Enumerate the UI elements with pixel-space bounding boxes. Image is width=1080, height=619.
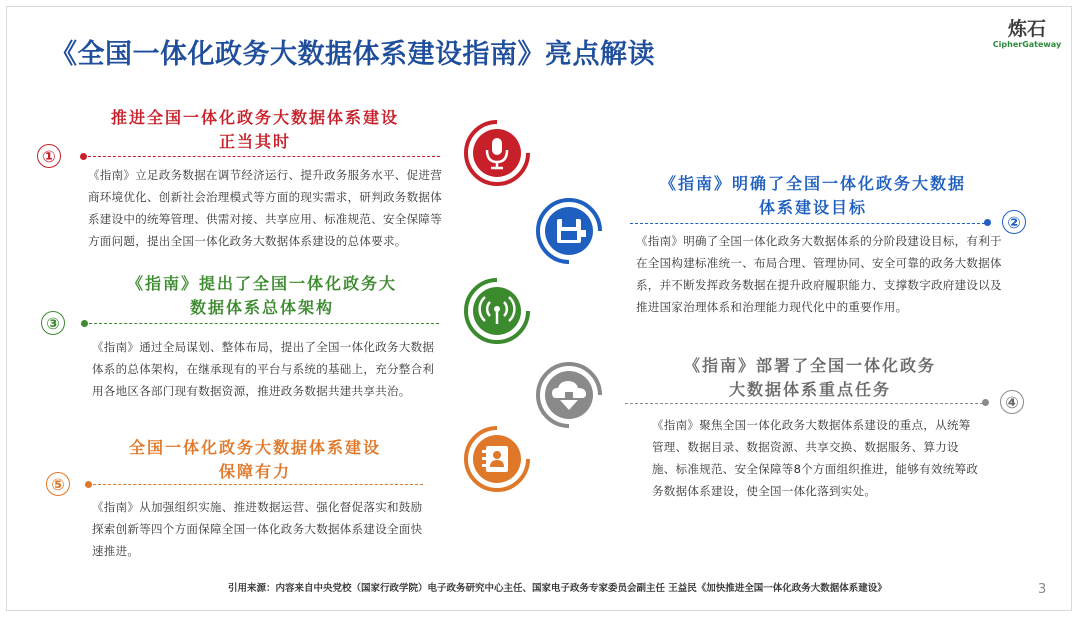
section-1-title-line1: 推进全国一体化政务大数据体系建设 [110, 108, 399, 127]
section-5-dot [85, 481, 92, 488]
section-2-title-line1: 《指南》明确了全国一体化政务大数据 [659, 174, 966, 193]
section-1-body: 《指南》立足政务数据在调节经济运行、提升政务服务水平、促进营商环境优化、创新社会治理模式等方面的现实需求，研判政务数据体系建设中的统筹管理、供需对接、共享应用、标准规范、安全保障等方面问题，提出全国一体化政务大数据体系建设的总体要求。 [88, 168, 442, 248]
section-3-dot [81, 320, 88, 327]
section-4-title-line1: 《指南》部署了全国一体化政务 [683, 356, 936, 375]
wifi-signal-icon [462, 276, 532, 346]
section-2-dot [984, 219, 991, 226]
section-3-number: ③ [41, 311, 65, 335]
section-2-divider [630, 223, 985, 224]
citation-source: 引用来源：内容来自中央党校（国家行政学院）电子政务研究中心主任、国家电子政务专家委员会副主任 王益民《加快推进全国一体化政务大数据体系建设》 [228, 583, 887, 594]
contact-book-icon [462, 424, 532, 494]
section-3-body: 《指南》通过全局谋划、整体布局，提出了全国一体化政务大数据体系的总体架构，在继承现有的平台与系统的基础上，充分整合利用各地区各部门现有数据资源，推进政务数据共建共享共治。 [92, 340, 435, 398]
section-2-title-line2: 体系建设目标 [758, 198, 867, 217]
microphone-icon [462, 118, 532, 188]
section-4-title-line2: 大数据体系重点任务 [728, 380, 891, 399]
section-1-title-line2: 正当其时 [218, 132, 291, 151]
section-5-divider [93, 484, 423, 485]
section-3-title-line2: 数据体系总体架构 [189, 298, 334, 317]
section-5-title-line1: 全国一体化政务大数据体系建设 [128, 438, 381, 457]
section-4-title [650, 354, 970, 402]
section-4-number: ④ [1000, 390, 1024, 414]
cloud-download-icon [534, 360, 604, 430]
section-3-divider [89, 323, 439, 324]
company-logo [992, 18, 1062, 50]
section-1-dot [80, 153, 87, 160]
section-1-divider [88, 156, 440, 157]
page-title: 《全国一体化政务大数据体系建设指南》亮点解读 [50, 39, 655, 70]
section-5-title-line2: 保障有力 [218, 462, 291, 481]
logo-mark: 炼石 [1007, 18, 1046, 40]
section-4-divider [625, 403, 983, 404]
logo-subtitle: CipherGateway [992, 40, 1062, 49]
section-5-body: 《指南》从加强组织实施、推进数据运营、强化督促落实和鼓励探索创新等四个方面保障全国一体化政务大数据体系建设全面快速推进。 [92, 500, 423, 558]
section-1-title [70, 106, 440, 154]
section-2-title [622, 172, 1004, 220]
section-3-title [92, 272, 432, 320]
section-4-dot [982, 399, 989, 406]
page-number: 3 [1038, 582, 1047, 597]
floppy-disk-icon [534, 196, 604, 266]
section-4-body: 《指南》聚焦全国一体化政务大数据体系建设的重点，从统筹管理、数据目录、数据资源、共享交换、数据服务、算力设施、标准规范、安全保障等8个方面组织推进，能够有效统筹政务数据体系建设，使全国一体化落到实处。 [652, 418, 979, 498]
section-2-number: ② [1002, 210, 1026, 234]
section-5-title [100, 436, 410, 484]
section-1-number: ① [37, 144, 61, 168]
section-2-body: 《指南》明确了全国一体化政务大数据体系的分阶段建设目标，有利于在全国构建标准统一、布局合理、管理协同、安全可靠的政务大数据体系，并不断发挥政务数据在提升政府履职能力、支撑数字政府建设以及推进国家治理体系和治理能力现代化中的重要作用。 [636, 234, 1002, 314]
section-5-number: ⑤ [46, 472, 70, 496]
section-3-title-line1: 《指南》提出了全国一体化政务大 [126, 274, 397, 293]
